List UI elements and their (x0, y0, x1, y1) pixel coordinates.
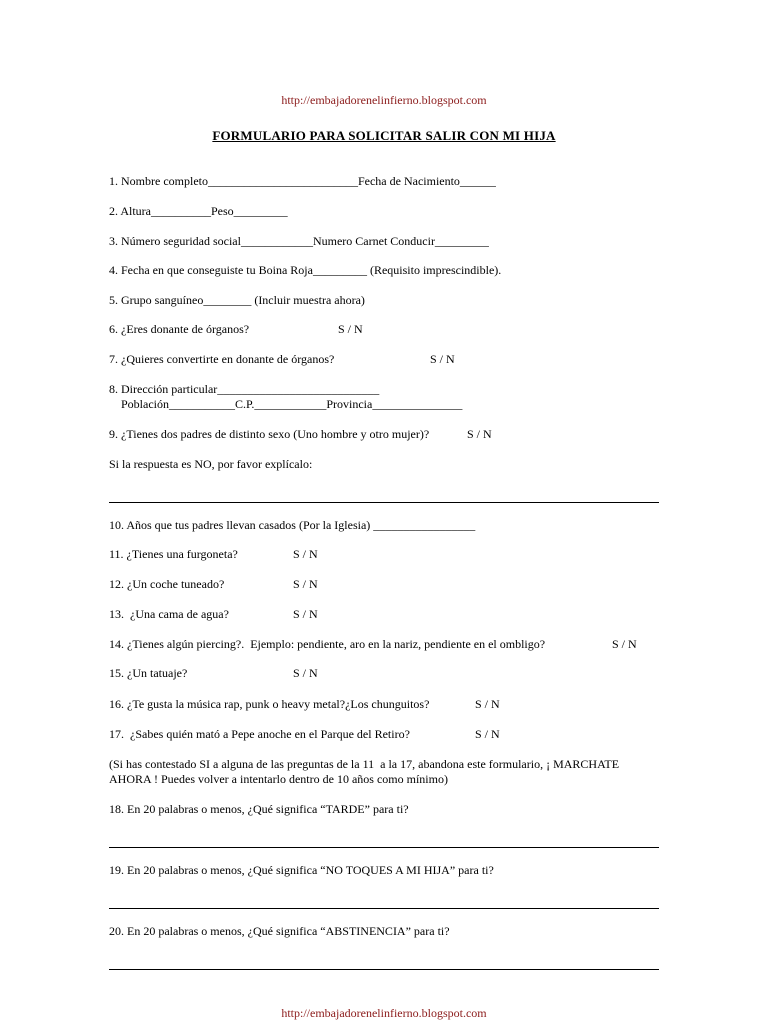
yes-no-16: S / N (475, 697, 500, 711)
question-2: 2. Altura__________Peso_________ (109, 204, 288, 218)
answer-line-9 (109, 502, 659, 503)
yes-no-11: S / N (293, 547, 318, 561)
yes-no-17: S / N (475, 727, 500, 741)
warning-line-1: (Si has contestado SI a alguna de las preguntas de la 11 a la 17, abandona este formulario, ¡ MARCHATE (109, 757, 620, 771)
yes-no-13: S / N (293, 607, 318, 621)
question-20: 20. En 20 palabras o menos, ¿Qué significa “ABSTINENCIA” para ti? (109, 924, 450, 938)
question-12: 12. ¿Un coche tuneado? (109, 577, 225, 591)
warning-line-2: AHORA ! Puedes volver a intentarlo dentro de 10 años como mínimo) (109, 772, 448, 786)
header-url: http://embajadorenelinfierno.blogspot.com (281, 93, 487, 107)
question-15: 15. ¿Un tatuaje? (109, 666, 188, 680)
question-17: 17. ¿Sabes quién mató a Pepe anoche en el Parque del Retiro? (109, 727, 410, 741)
question-6: 6. ¿Eres donante de órganos? (109, 322, 250, 336)
question-8-address: 8. Dirección particular___________________________ (109, 382, 380, 396)
page-title: FORMULARIO PARA SOLICITAR SALIR CON MI HIJA (212, 128, 556, 143)
question-8-location: Población___________C.P.____________Provincia_______________ (109, 397, 463, 411)
question-14: 14. ¿Tienes algún piercing?. Ejemplo: pendiente, aro en la nariz, pendiente en el ombligo? (109, 637, 546, 651)
question-7: 7. ¿Quieres convertirte en donante de órganos? (109, 352, 335, 366)
question-4: 4. Fecha en que conseguiste tu Boina Roja_________ (Requisito imprescindible). (109, 263, 502, 277)
yes-no-12: S / N (293, 577, 318, 591)
answer-line-19 (109, 908, 659, 909)
question-10: 10. Años que tus padres llevan casados (Por la Iglesia) _________________ (109, 518, 476, 532)
question-5: 5. Grupo sanguíneo________ (Incluir muestra ahora) (109, 293, 365, 307)
question-19: 19. En 20 palabras o menos, ¿Qué significa “NO TOQUES A MI HIJA” para ti? (109, 863, 494, 877)
question-13: 13. ¿Una cama de agua? (109, 607, 229, 621)
question-9: 9. ¿Tienes dos padres de distinto sexo (Uno hombre y otro mujer)? (109, 427, 430, 441)
yes-no-14: S / N (612, 637, 637, 651)
question-18: 18. En 20 palabras o menos, ¿Qué significa “TARDE” para ti? (109, 802, 409, 816)
question-11: 11. ¿Tienes una furgoneta? (109, 547, 238, 561)
question-16: 16. ¿Te gusta la música rap, punk o heavy metal?¿Los chunguitos? (109, 697, 430, 711)
yes-no-15: S / N (293, 666, 318, 680)
question-3: 3. Número seguridad social____________Numero Carnet Conducir_________ (109, 234, 489, 248)
yes-no-9: S / N (467, 427, 492, 441)
answer-line-18 (109, 847, 659, 848)
yes-no-6: S / N (338, 322, 363, 336)
yes-no-7: S / N (430, 352, 455, 366)
question-1: 1. Nombre completo_________________________Fecha de Nacimiento______ (109, 174, 496, 188)
answer-line-20 (109, 969, 659, 970)
footer-url: http://embajadorenelinfierno.blogspot.com (281, 1006, 487, 1020)
question-9-note: Si la respuesta es NO, por favor explícalo: (109, 457, 313, 471)
